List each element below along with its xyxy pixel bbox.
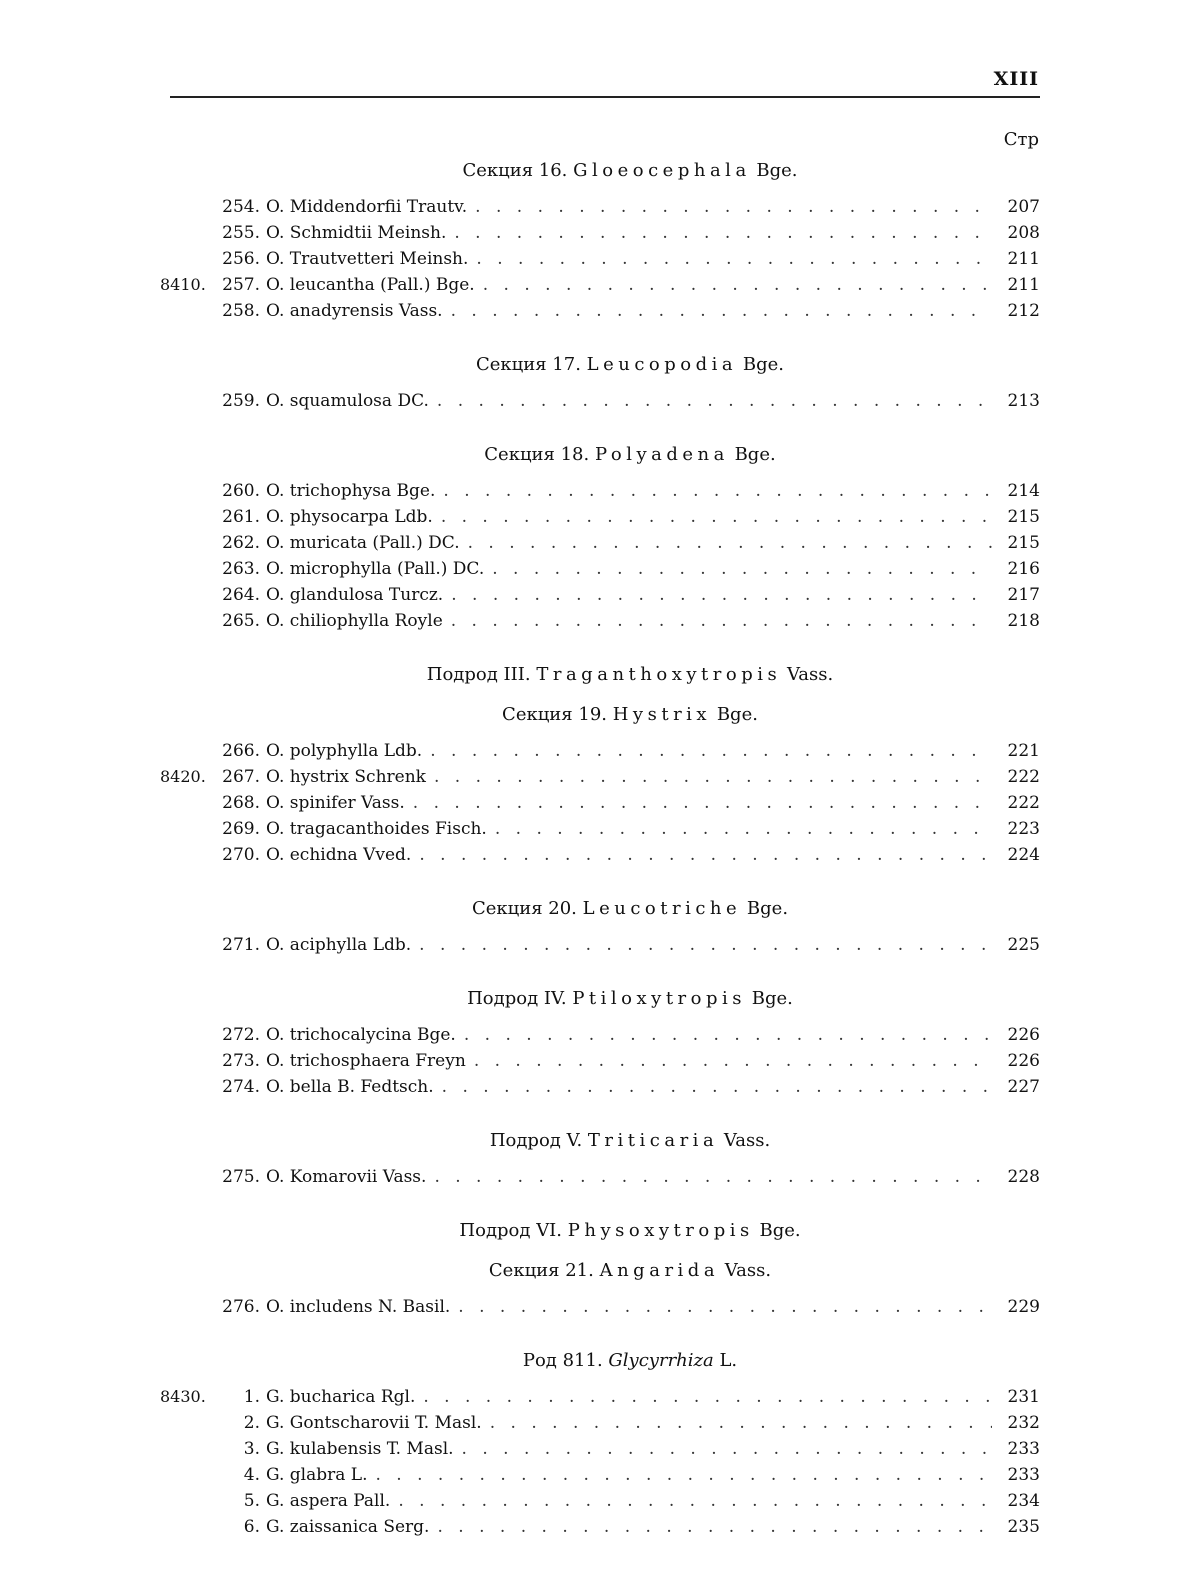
entry-number: 276. xyxy=(222,1297,260,1317)
entry-number: 273. xyxy=(222,1051,260,1071)
entry-page: 221 xyxy=(1007,741,1040,761)
section-heading-prefix: Подрод VI. xyxy=(459,1220,563,1241)
entry-code: 8410. xyxy=(160,275,206,294)
entry-name: O. includens N. Basil. xyxy=(266,1297,451,1317)
section-heading-prefix: Подрод V. xyxy=(489,1130,583,1151)
entry-page: 234 xyxy=(1007,1491,1040,1511)
leader-dots xyxy=(437,388,992,414)
entry-page: 217 xyxy=(1007,585,1040,605)
entry-page: 226 xyxy=(1007,1051,1040,1071)
entry-name: G. kulabensis T. Masl. xyxy=(266,1439,454,1459)
toc-entry xyxy=(160,608,1040,634)
section-heading-author: Bge. xyxy=(751,988,793,1009)
spacer xyxy=(160,958,1040,982)
section-heading-name: Glycyrrhiza xyxy=(608,1350,714,1371)
section-heading-prefix: Подрод IV. xyxy=(467,988,567,1009)
entry-name: O. anadyrensis Vass. xyxy=(266,301,443,321)
entry-page: 207 xyxy=(1007,197,1040,217)
leader-dots xyxy=(437,1514,992,1540)
section-heading-name: Leucotriche xyxy=(582,898,742,919)
entry-page: 213 xyxy=(1007,391,1040,411)
leader-dots xyxy=(434,764,992,790)
section-heading-name: Traganthoxytropis xyxy=(536,664,782,685)
toc-entry xyxy=(160,194,1040,220)
section-heading-author: Vass. xyxy=(786,664,834,685)
section-heading xyxy=(160,892,1040,926)
leader-dots xyxy=(398,1488,992,1514)
entry-number: 261. xyxy=(222,507,260,527)
leader-dots xyxy=(462,1436,992,1462)
toc-entry xyxy=(160,790,1040,816)
entry-code: 8420. xyxy=(160,767,206,786)
leader-dots xyxy=(454,220,992,246)
toc-entry xyxy=(160,842,1040,868)
entry-name: O. chiliophylla Royle xyxy=(266,611,443,631)
section-heading-prefix: Секция 21. xyxy=(488,1260,594,1281)
section-heading xyxy=(160,982,1040,1016)
leader-dots xyxy=(434,1164,992,1190)
section-heading-name: Hystrix xyxy=(612,704,712,725)
section-heading-prefix: Род 811. xyxy=(522,1350,603,1371)
leader-dots xyxy=(443,478,992,504)
toc-entry xyxy=(160,246,1040,272)
leader-dots xyxy=(419,842,992,868)
entry-page: 233 xyxy=(1007,1465,1040,1485)
entry-number: 5. xyxy=(243,1491,260,1511)
entry-number: 265. xyxy=(222,611,260,631)
entry-number: 267. xyxy=(222,767,260,787)
entry-page: 215 xyxy=(1007,533,1040,553)
entry-page: 224 xyxy=(1007,845,1040,865)
leader-dots xyxy=(464,1022,992,1048)
section-heading-author: Vass. xyxy=(723,1130,771,1151)
toc-entry xyxy=(160,220,1040,246)
header-rule xyxy=(170,96,1040,98)
toc-entry xyxy=(160,556,1040,582)
entry-number: 270. xyxy=(222,845,260,865)
leader-dots xyxy=(451,582,992,608)
leader-dots xyxy=(423,1384,992,1410)
spacer xyxy=(160,868,1040,892)
entry-number: 1. xyxy=(243,1387,260,1407)
entry-page: 232 xyxy=(1007,1413,1040,1433)
toc-entry xyxy=(160,478,1040,504)
leader-dots xyxy=(451,298,992,324)
entry-number: 3. xyxy=(243,1439,260,1459)
section-heading-author: Bge. xyxy=(742,354,785,375)
entry-number: 266. xyxy=(222,741,260,761)
section-heading-name: Physoxytropis xyxy=(567,1220,754,1241)
entry-page: 227 xyxy=(1007,1077,1040,1097)
entry-number: 262. xyxy=(222,533,260,553)
spacer xyxy=(160,414,1040,438)
toc-entry xyxy=(160,764,1040,790)
entry-page: 211 xyxy=(1007,249,1040,269)
toc-entry xyxy=(160,1022,1040,1048)
entry-number: 254. xyxy=(222,197,260,217)
entry-number: 258. xyxy=(222,301,260,321)
entry-name: O. spinifer Vass. xyxy=(266,793,405,813)
page-number: XIII xyxy=(993,68,1039,90)
section-heading-name: Polyadena xyxy=(594,444,729,465)
entry-page: 225 xyxy=(1007,935,1040,955)
leader-dots xyxy=(468,530,992,556)
leader-dots xyxy=(442,1074,992,1100)
entry-number: 255. xyxy=(222,223,260,243)
entry-name: O. polyphylla Ldb. xyxy=(266,741,423,761)
entry-name: O. echidna Vved. xyxy=(266,845,412,865)
entry-page: 212 xyxy=(1007,301,1040,321)
leader-dots xyxy=(476,246,992,272)
toc-entry xyxy=(160,1164,1040,1190)
section-heading-prefix: Секция 20. xyxy=(471,898,577,919)
toc-entry xyxy=(160,932,1040,958)
entry-page: 235 xyxy=(1007,1517,1040,1537)
entry-page: 226 xyxy=(1007,1025,1040,1045)
page-column-label: Стр xyxy=(1003,129,1039,150)
entry-name: O. trichocalycina Bge. xyxy=(266,1025,456,1045)
section-heading-prefix: Подрод III. xyxy=(426,664,531,685)
section-heading xyxy=(160,1124,1040,1158)
entry-number: 272. xyxy=(222,1025,260,1045)
toc-entry xyxy=(160,272,1040,298)
entry-name: O. Middendorfii Trautv. xyxy=(266,197,468,217)
spacer xyxy=(160,324,1040,348)
entry-number: 269. xyxy=(222,819,260,839)
section-heading xyxy=(160,1344,1040,1378)
spacer xyxy=(160,1320,1040,1344)
entry-name: G. zaissanica Serg. xyxy=(266,1517,430,1537)
toc-entry xyxy=(160,1384,1040,1410)
section-heading xyxy=(160,438,1040,472)
toc-entry xyxy=(160,1048,1040,1074)
entry-number: 268. xyxy=(222,793,260,813)
section-heading-author: Vass. xyxy=(724,1260,772,1281)
section-heading-prefix: Секция 16. xyxy=(462,160,568,181)
toc-entry xyxy=(160,298,1040,324)
entry-page: 223 xyxy=(1007,819,1040,839)
entry-name: O. tragacanthoides Fisch. xyxy=(266,819,487,839)
toc-entry xyxy=(160,582,1040,608)
leader-dots xyxy=(495,816,992,842)
table-of-contents xyxy=(160,148,1040,1540)
entry-page: 231 xyxy=(1007,1387,1040,1407)
leader-dots xyxy=(474,1048,992,1074)
section-heading xyxy=(160,154,1040,188)
section-heading-author: Bge. xyxy=(756,160,798,181)
entry-page: 208 xyxy=(1007,223,1040,243)
toc-entry xyxy=(160,1488,1040,1514)
leader-dots xyxy=(419,932,992,958)
entry-name: O. glandulosa Turcz. xyxy=(266,585,444,605)
toc-entry xyxy=(160,1074,1040,1100)
entry-number: 274. xyxy=(222,1077,260,1097)
toc-entry xyxy=(160,1436,1040,1462)
entry-page: 216 xyxy=(1007,559,1040,579)
section-heading xyxy=(160,698,1040,732)
entry-number: 271. xyxy=(222,935,260,955)
toc-entry xyxy=(160,1410,1040,1436)
entry-name: G. glabra L. xyxy=(266,1465,368,1485)
entry-number: 2. xyxy=(243,1413,260,1433)
entry-name: O. Komarovii Vass. xyxy=(266,1167,427,1187)
toc-entry xyxy=(160,1462,1040,1488)
toc-entry xyxy=(160,1294,1040,1320)
section-heading xyxy=(160,348,1040,382)
leader-dots xyxy=(430,738,992,764)
section-heading xyxy=(160,1254,1040,1288)
entry-name: O. microphylla (Pall.) DC. xyxy=(266,559,485,579)
entry-number: 259. xyxy=(222,391,260,411)
entry-name: G. bucharica Rgl. xyxy=(266,1387,416,1407)
section-heading-name: Angarida xyxy=(599,1260,720,1281)
leader-dots xyxy=(375,1462,992,1488)
entry-name: O. trichophysa Bge. xyxy=(266,481,436,501)
section-heading-author: Bge. xyxy=(734,444,776,465)
entry-name: O. hystrix Schrenk xyxy=(266,767,426,787)
entry-page: 218 xyxy=(1007,611,1040,631)
entry-page: 215 xyxy=(1007,507,1040,527)
toc-entry xyxy=(160,504,1040,530)
spacer xyxy=(160,1100,1040,1124)
entry-number: 275. xyxy=(222,1167,260,1187)
entry-number: 257. xyxy=(222,275,260,295)
entry-page: 229 xyxy=(1007,1297,1040,1317)
leader-dots xyxy=(483,272,992,298)
entry-number: 6. xyxy=(243,1517,260,1537)
entry-page: 214 xyxy=(1007,481,1040,501)
leader-dots xyxy=(490,1410,992,1436)
leader-dots xyxy=(492,556,992,582)
entry-name: O. Schmidtii Meinsh. xyxy=(266,223,447,243)
section-heading-author: Bge. xyxy=(746,898,789,919)
section-heading-prefix: Секция 17. xyxy=(475,354,581,375)
section-heading-name: Triticaria xyxy=(587,1130,719,1151)
entry-name: G. aspera Pall. xyxy=(266,1491,391,1511)
section-heading-author: L. xyxy=(719,1350,738,1371)
section-heading xyxy=(160,658,1040,692)
entry-name: O. squamulosa DC. xyxy=(266,391,429,411)
section-heading xyxy=(160,1214,1040,1248)
entry-page: 211 xyxy=(1007,275,1040,295)
spacer xyxy=(160,1190,1040,1214)
entry-page: 228 xyxy=(1007,1167,1040,1187)
entry-name: O. trichosphaera Freyn xyxy=(266,1051,466,1071)
entry-name: O. bella B. Fedtsch. xyxy=(266,1077,434,1097)
toc-entry xyxy=(160,530,1040,556)
section-heading-name: Gloeocephala xyxy=(573,160,751,181)
entry-page: 222 xyxy=(1007,793,1040,813)
entry-number: 260. xyxy=(222,481,260,501)
section-heading-author: Bge. xyxy=(759,1220,801,1241)
entry-code: 8430. xyxy=(160,1387,206,1406)
entry-name: O. Trautvetteri Meinsh. xyxy=(266,249,469,269)
leader-dots xyxy=(458,1294,992,1320)
entry-name: O. leucantha (Pall.) Bge. xyxy=(266,275,475,295)
entry-number: 4. xyxy=(243,1465,260,1485)
entry-number: 264. xyxy=(222,585,260,605)
entry-number: 263. xyxy=(222,559,260,579)
toc-entry xyxy=(160,816,1040,842)
section-heading-author: Bge. xyxy=(716,704,758,725)
section-heading-name: Leucopodia xyxy=(586,354,738,375)
entry-number: 256. xyxy=(222,249,260,269)
entry-name: O. aciphylla Ldb. xyxy=(266,935,412,955)
entry-page: 222 xyxy=(1007,767,1040,787)
entry-name: O. physocarpa Ldb. xyxy=(266,507,433,527)
spacer xyxy=(160,634,1040,658)
leader-dots xyxy=(451,608,992,634)
leader-dots xyxy=(441,504,992,530)
entry-page: 233 xyxy=(1007,1439,1040,1459)
section-heading-prefix: Секция 18. xyxy=(484,444,590,465)
toc-entry xyxy=(160,388,1040,414)
leader-dots xyxy=(475,194,992,220)
section-heading-prefix: Секция 19. xyxy=(502,704,607,725)
leader-dots xyxy=(413,790,992,816)
toc-entry xyxy=(160,738,1040,764)
entry-name: G. Gontscharovii T. Masl. xyxy=(266,1413,482,1433)
toc-entry xyxy=(160,1514,1040,1540)
entry-name: O. muricata (Pall.) DC. xyxy=(266,533,460,553)
section-heading-name: Ptiloxytropis xyxy=(572,988,747,1009)
